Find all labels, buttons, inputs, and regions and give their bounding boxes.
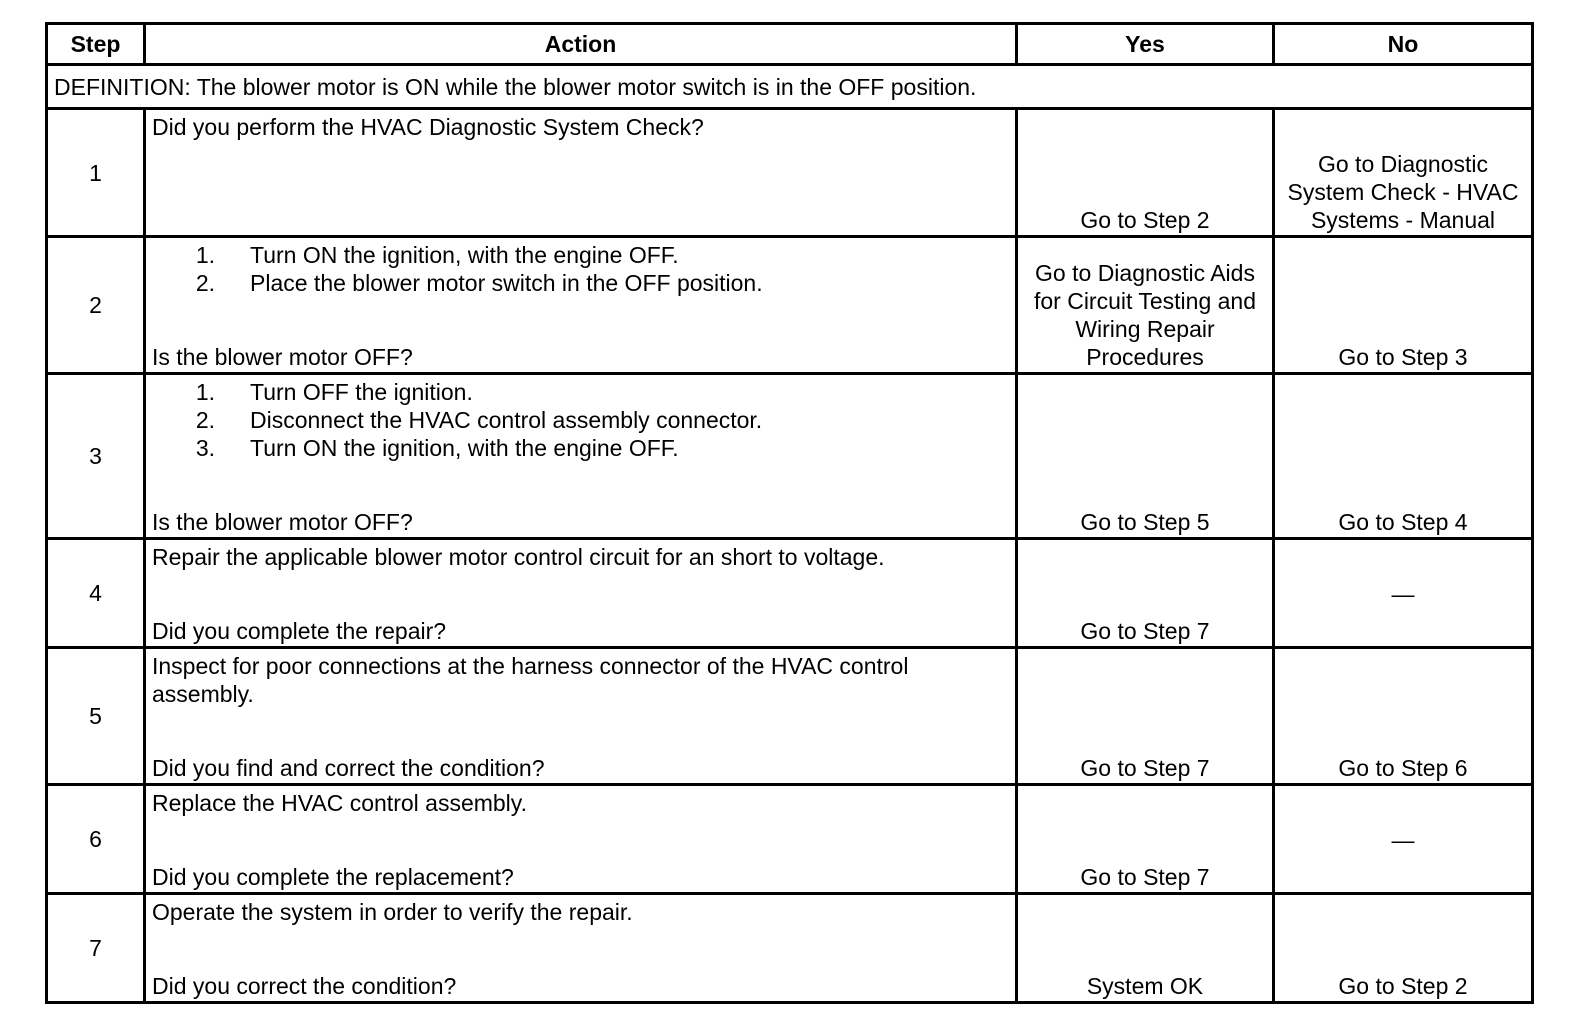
- substep-number: 2.: [195, 407, 215, 433]
- action-question: Is the blower motor OFF?: [152, 509, 413, 535]
- action-cell: [145, 539, 1017, 648]
- table-row: [47, 539, 1533, 648]
- no-cell: Go to Step 3: [1274, 237, 1533, 374]
- action-cell: [145, 894, 1017, 1003]
- action-text: Did you perform the HVAC Diagnostic System Check?: [152, 114, 704, 140]
- substep-text: Turn OFF the ignition.: [250, 379, 473, 405]
- action-question: Did you complete the replacement?: [152, 864, 514, 890]
- action-cell: [145, 648, 1017, 785]
- no-cell: Go to Step 4: [1274, 374, 1533, 539]
- action-box: [146, 540, 1015, 646]
- action-text: Repair the applicable blower motor control circuit for an short to voltage.: [152, 544, 885, 570]
- no-cell: —: [1274, 539, 1533, 648]
- action-text: Operate the system in order to verify the repair.: [152, 899, 633, 925]
- yes-cell: Go to Step 7: [1017, 648, 1274, 785]
- action-question: Is the blower motor OFF?: [152, 344, 413, 370]
- step-number: 7: [47, 894, 145, 1003]
- yes-cell: Go to Step 2: [1017, 109, 1274, 237]
- list-item: [152, 269, 1009, 297]
- no-cell: Go to Step 6: [1274, 648, 1533, 785]
- action-box: [146, 649, 1015, 783]
- list-item: [152, 434, 1009, 462]
- action-text: Inspect for poor connections at the harness connector of the HVAC control assembly.: [152, 653, 909, 707]
- action-cell: [145, 785, 1017, 894]
- action-box: [146, 786, 1015, 892]
- yes-cell: Go to Step 7: [1017, 539, 1274, 648]
- step-number: 2: [47, 237, 145, 374]
- substep-number: 3.: [195, 435, 215, 461]
- no-cell: —: [1274, 785, 1533, 894]
- header-step: Step: [47, 24, 145, 65]
- action-question: Did you find and correct the condition?: [152, 755, 545, 781]
- yes-cell: Go to Diagnostic Aids for Circuit Testing and Wiring Repair Procedures: [1017, 237, 1274, 374]
- substep-text: Disconnect the HVAC control assembly connector.: [250, 407, 763, 433]
- header-no: No: [1274, 24, 1533, 65]
- definition-row: [47, 65, 1533, 109]
- action-cell: [145, 109, 1017, 237]
- substep-number: 1.: [195, 242, 215, 268]
- no-cell: Go to Step 2: [1274, 894, 1533, 1003]
- substep-number: 2.: [195, 270, 215, 296]
- list-item: [152, 406, 1009, 434]
- substep-list: [152, 241, 1009, 297]
- action-question: Did you correct the condition?: [152, 973, 457, 999]
- step-number: 1: [47, 109, 145, 237]
- list-item: [152, 378, 1009, 406]
- table-row: [47, 785, 1533, 894]
- yes-cell: Go to Step 7: [1017, 785, 1274, 894]
- diagnostic-table: [45, 22, 1534, 1004]
- no-cell: Go to Diagnostic System Check - HVAC Systems - Manual: [1274, 109, 1533, 237]
- substep-text: Turn ON the ignition, with the engine OFF.: [250, 435, 679, 461]
- table-row: [47, 374, 1533, 539]
- table-row: [47, 237, 1533, 374]
- action-box: [146, 110, 1015, 235]
- action-box: [146, 375, 1015, 537]
- yes-cell: Go to Step 5: [1017, 374, 1274, 539]
- list-item: [152, 241, 1009, 269]
- action-box: [146, 895, 1015, 1001]
- table-row: [47, 894, 1533, 1003]
- table-row: [47, 648, 1533, 785]
- substep-text: Turn ON the ignition, with the engine OFF.: [250, 242, 679, 268]
- step-number: 5: [47, 648, 145, 785]
- substep-text: Place the blower motor switch in the OFF position.: [250, 270, 763, 296]
- step-number: 6: [47, 785, 145, 894]
- action-question: Did you complete the repair?: [152, 618, 447, 644]
- table-row: [47, 109, 1533, 237]
- action-text: Replace the HVAC control assembly.: [152, 790, 527, 816]
- substep-list: [152, 378, 1009, 462]
- action-cell: [145, 374, 1017, 539]
- yes-cell: System OK: [1017, 894, 1274, 1003]
- header-row: [47, 24, 1533, 65]
- definition-text: DEFINITION: The blower motor is ON while the blower motor switch is in the OFF position.: [47, 65, 1533, 109]
- header-yes: Yes: [1017, 24, 1274, 65]
- header-action: Action: [145, 24, 1017, 65]
- step-number: 4: [47, 539, 145, 648]
- action-cell: [145, 237, 1017, 374]
- step-number: 3: [47, 374, 145, 539]
- action-box: [146, 238, 1015, 372]
- substep-number: 1.: [195, 379, 215, 405]
